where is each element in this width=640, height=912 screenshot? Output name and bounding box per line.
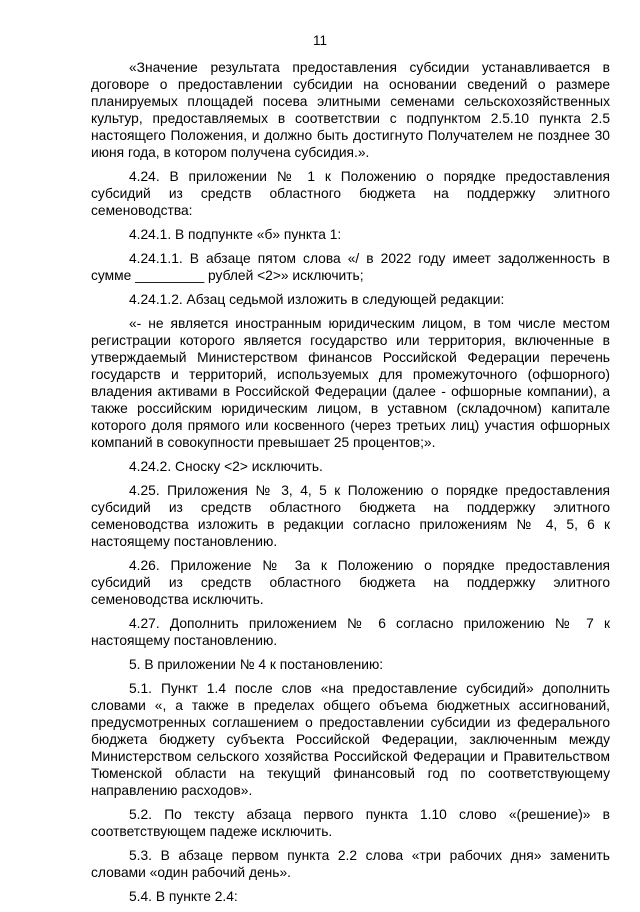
paragraph-4-24-2: 4.24.2. Сноску <2> исключить.	[129, 459, 323, 474]
document-body	[91, 59, 610, 912]
paragraph-4-27: 4.27. Дополнить приложением № 6 согласно приложению № 7 к настоящему постановлению.	[91, 616, 610, 648]
paragraph-5-1: 5.1. Пункт 1.4 после слов «на предоставление субсидий» дополнить словами «, а также в пределах общего объема бюджетных ассигнований, предусмотренных соглашением о предоставлении субсидии из федерального бюджета бюджету субъекта Российской Федерации, заключенным между Министерством сельского хозяйства Российской Федерации и Правительством Тюменской области на текущий финансовый год по соответствующему направлению расходов».	[91, 681, 610, 798]
paragraph-result-value-quote: «Значение результата предоставления субсидии устанавливается в договоре о предоставлении субсидии на основании сведений о размере планируемых площадей посева элитными семенами сельскохозяйственных культур, предоставляемых в соответствии с подпунктом 2.5.10 пункта 2.5 настоящего Положения, и должно быть достигнуто Получателем не позднее 30 июня года, в котором получена субсидия.».	[91, 60, 610, 160]
paragraph-4-24-1-1: 4.24.1.1. В абзаце пятом слова «/ в 2022 году имеет задолженность в сумме _________ рублей <2>» исключить;	[91, 251, 610, 283]
paragraph-5-4: 5.4. В пункте 2.4:	[129, 889, 238, 904]
paragraph-4-24: 4.24. В приложении № 1 к Положению о порядке предоставления субсидий из средств областного бюджета на поддержку элитного семеноводства:	[91, 169, 610, 218]
paragraph-5-2: 5.2. По тексту абзаца первого пункта 1.10 слово «(решение)» в соответствующем падеже исключить.	[91, 807, 610, 839]
paragraph-4-26: 4.26. Приложение № 3а к Положению о порядке предоставления субсидий из средств областного бюджета на поддержку элитного семеноводства исключить.	[91, 558, 610, 607]
paragraph-4-24-1: 4.24.1. В подпункте «б» пункта 1:	[129, 227, 342, 242]
paragraph-5: 5. В приложении № 4 к постановлению:	[129, 657, 384, 672]
page-number: 11	[312, 33, 327, 48]
paragraph-offshore-quote: «- не является иностранным юридическим лицом, в том числе местом регистрации которого является государство или территория, включенные в утверждаемый Министерством финансов Российской Федерации перечень государств и территорий, используемых для промежуточного (офшорного) владения активами в Российской Федерации (далее - офшорные компании), а также российским юридическим лицом, в уставном (складочном) капитале которого доля прямого или косвенного (через третьих лиц) участия офшорных компаний в совокупности превышает 25 процентов;».	[91, 316, 610, 450]
paragraph-4-25: 4.25. Приложения № 3, 4, 5 к Положению о порядке предоставления субсидий из средств областного бюджета на поддержку элитного семеноводства изложить в редакции согласно приложениям № 4, 5, 6 к настоящему постановлению.	[91, 483, 610, 549]
paragraph-5-3: 5.3. В абзаце первом пункта 2.2 слова «три рабочих дня» заменить словами «один рабочий день».	[91, 848, 610, 880]
paragraph-4-24-1-2: 4.24.1.2. Абзац седьмой изложить в следующей редакции:	[129, 292, 505, 307]
